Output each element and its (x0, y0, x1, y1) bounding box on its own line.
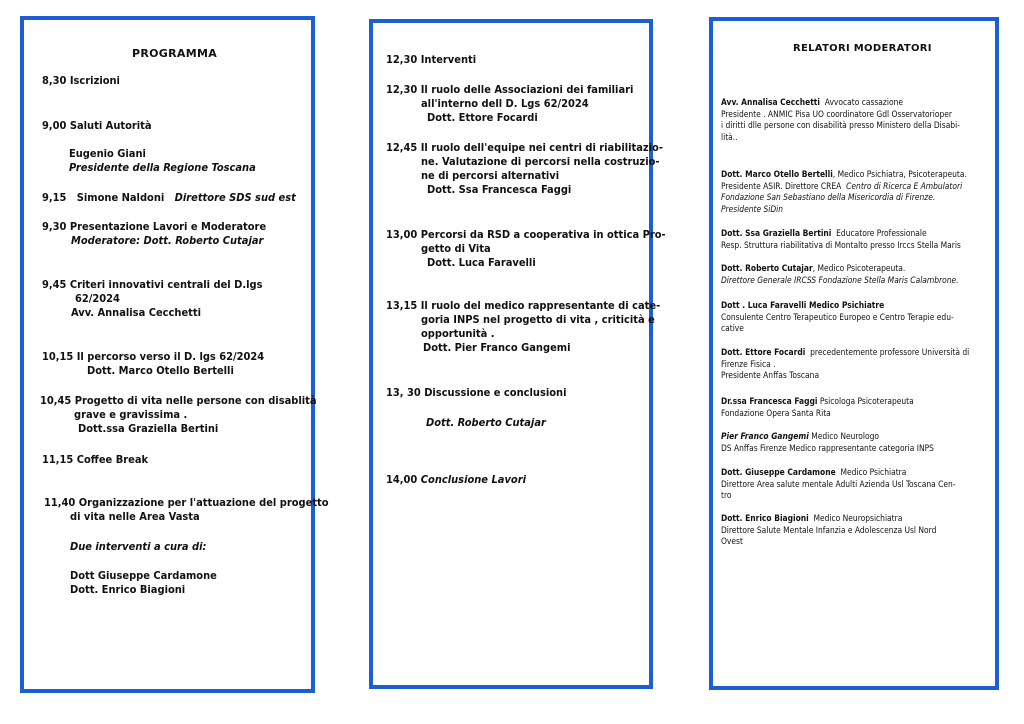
perc-spk: Dott. Marco Otello Bertelli (87, 364, 234, 377)
r5-name: Dott . Luca Faravelli Medico Psichiatre (721, 300, 885, 310)
crit-spk: Avv. Annalisa Cecchetti (71, 306, 202, 319)
r1-l4: lità.. (721, 131, 738, 142)
relatore-focardi (721, 347, 997, 382)
r9-l3: tro (721, 490, 732, 500)
item-medico-inps (386, 299, 660, 355)
d-l1: 13,15 Il ruolo del medico rappresentante di cate- (386, 299, 661, 312)
r8-l2: DS Anffas Firenze Medico rappresentante categoria INPS (721, 442, 934, 453)
disc-speaker: Dott. Roberto Cutajar (426, 416, 546, 429)
r1-name: Avv. Annalisa Cecchetti (721, 97, 820, 107)
due-interventi: Due interventi a cura di: (70, 540, 207, 553)
giani-role: Presidente della Regione Toscana (69, 161, 256, 174)
pres-mod: Moderatore: Dott. Roberto Cutajar (71, 234, 264, 247)
r1-l2: Presidente . ANMIC Pisa UO coordinatore Gdl Osservatorioper (721, 108, 952, 119)
d-l2: goria INPS nel progetto di vita , criticità e (421, 313, 655, 326)
item-associazioni (386, 83, 633, 125)
r10-name: Dott. Enrico Biagioni (721, 513, 809, 523)
relatore-bertini (721, 228, 997, 251)
b-spk: Dott. Ssa Francesca Faggi (427, 183, 572, 196)
prog-l2: grave e gravissima . (74, 408, 188, 421)
relatore-cutajar (721, 263, 997, 286)
item-iscrizioni: 8,30 Iscrizioni (42, 74, 120, 87)
programma-panel (20, 16, 329, 693)
naldoni-time: 9,15 (42, 191, 67, 204)
r2-l2b: Centro di Ricerca E Ambulatori (846, 180, 963, 191)
speakers-list (70, 569, 217, 597)
relatori-title: RELATORI MODERATORI (793, 43, 932, 54)
r6-l1: precedentemente professore Università di (810, 347, 970, 357)
r10-l1: Medico Neuropsichiatra (813, 513, 903, 523)
r3-l2: Resp. Struttura riabilitativa di Montalto presso Irccs Stella Maris (721, 239, 961, 250)
r6-name: Dott. Ettore Focardi (721, 347, 806, 357)
item-progetto (40, 394, 317, 436)
speaker-cardamone: Dott Giuseppe Cardamone (70, 569, 217, 582)
relatore-biagioni (721, 513, 997, 548)
b-l2: ne. Valutazione di percorsi nella costruzio- (421, 155, 660, 168)
r4-l1: , Medico Psicoterapeuta. (812, 263, 906, 273)
naldoni-name: Simone Naldoni (76, 191, 165, 204)
r7-l1: Psicologa Psicoterapeuta (819, 396, 914, 406)
interventi-panel (369, 19, 666, 689)
r6-l3: Presidente Anffas Toscana (721, 370, 820, 380)
r2-l1: , Medico Psichiatra, Psicoterapeuta. (832, 169, 967, 179)
item-interventi: 12,30 Interventi (386, 53, 477, 66)
crit-l2: 62/2024 (75, 292, 120, 305)
r3-name: Dott. Ssa Graziella Bertini (721, 228, 832, 238)
r1-l1: Avvocato cassazione (824, 97, 903, 107)
r6-l2: Firenze Fisica . (721, 358, 776, 369)
relatore-cecchetti (721, 97, 997, 143)
c-l2: getto di Vita (421, 242, 491, 255)
item-percorso (42, 350, 264, 378)
item-giani (69, 147, 256, 175)
r7-l2: Fondazione Opera Santa Rita (721, 407, 831, 418)
r8-l1: Medico Neurologo (811, 431, 880, 441)
relatore-cardamone (721, 467, 997, 502)
d-spk: Dott. Pier Franco Gangemi (423, 341, 571, 354)
item-discussione: 13, 30 Discussione e conclusioni (386, 386, 567, 399)
giani-name: Eugenio Giani (69, 147, 146, 160)
r1-l3: i diritti dlle persone con disabilità presso Ministero della Disabi- (721, 120, 960, 130)
r4-l2: Direttore Generale IRCSS Fondazione Stella Maris Calambrone. (721, 274, 959, 285)
r10-l2: Direttore Salute Mentale Infanzia e Adolescenza Usl Nord (721, 524, 937, 535)
r4-name: Dott. Roberto Cutajar (721, 263, 813, 273)
relatore-faggi (721, 396, 997, 419)
r3-l1: Educatore Professionale (836, 228, 927, 238)
crit-l1: 9,45 Criteri innovativi centrali del D.lgs (42, 278, 263, 291)
prog-spk: Dott.ssa Graziella Bertini (78, 422, 219, 435)
concl-time: 14,00 (386, 473, 418, 486)
relatore-faravelli (721, 300, 997, 335)
r5-l2: Consulente Centro Terapeutico Europeo e Centro Terapie edu- (721, 311, 954, 322)
r2-l4: Presidente SiDin (721, 203, 784, 214)
relatore-bertelli (721, 169, 997, 215)
item-naldoni (42, 191, 296, 205)
b-l1: 12,45 Il ruolo dell'equipe nei centri di riabilitazio- (386, 141, 663, 154)
org-l1: 11,40 Organizzazione per l'attuazione del progetto (44, 496, 329, 509)
r10-l3: Ovest (721, 536, 743, 546)
item-criteri (42, 278, 262, 320)
item-organizzazione (44, 496, 329, 524)
item-saluti: 9,00 Saluti Autorità (42, 119, 152, 132)
pres-line: 9,30 Presentazione Lavori e Moderatore (42, 220, 267, 233)
speaker-biagioni: Dott. Enrico Biagioni (70, 583, 186, 596)
programma-title: PROGRAMMA (132, 47, 218, 60)
r8-name: Pier Franco Gangemi (721, 431, 809, 441)
d-l3: opportunità . (421, 327, 495, 340)
a-l1: 12,30 Il ruolo delle Associazioni dei familiari (386, 83, 634, 96)
a-l2: all'interno dell D. Lgs 62/2024 (421, 97, 589, 110)
r2-l3: Fondazione San Sebastiano della Misericordia di Firenze. (721, 192, 936, 202)
r2-l2: Presidente ASIR. Direttore CREA (721, 180, 842, 191)
r5-l3: cative (721, 323, 744, 333)
r7-name: Dr.ssa Francesca Faggi (721, 396, 818, 406)
r9-l2: Direttore Area salute mentale Adulti Azienda Usl Toscana Cen- (721, 478, 956, 489)
c-spk: Dott. Luca Faravelli (427, 256, 536, 269)
relatore-gangemi (721, 431, 997, 454)
r2-name: Dott. Marco Otello Bertelli (721, 169, 833, 179)
item-coffee: 11,15 Coffee Break (42, 453, 149, 466)
r9-name: Dott. Giuseppe Cardamone (721, 467, 836, 477)
concl-text: Conclusione Lavori (420, 473, 526, 486)
r9-l1: Medico Psichiatra (840, 467, 907, 477)
a-spk: Dott. Ettore Focardi (427, 111, 538, 124)
relatori-panel (709, 17, 999, 690)
perc-l1: 10,15 Il percorso verso il D. lgs 62/2024 (42, 350, 265, 363)
item-rsd (386, 228, 666, 270)
org-l2: di vita nelle Area Vasta (70, 510, 200, 523)
b-l3: ne di percorsi alternativi (421, 169, 560, 182)
naldoni-role: Direttore SDS sud est (174, 191, 296, 204)
c-l1: 13,00 Percorsi da RSD a cooperativa in ottica Pro- (386, 228, 666, 241)
item-presentazione (42, 220, 266, 248)
prog-l1: 10,45 Progetto di vita nelle persone con disablità (40, 394, 317, 407)
item-equipe (386, 141, 663, 197)
item-conclusione (386, 473, 526, 487)
